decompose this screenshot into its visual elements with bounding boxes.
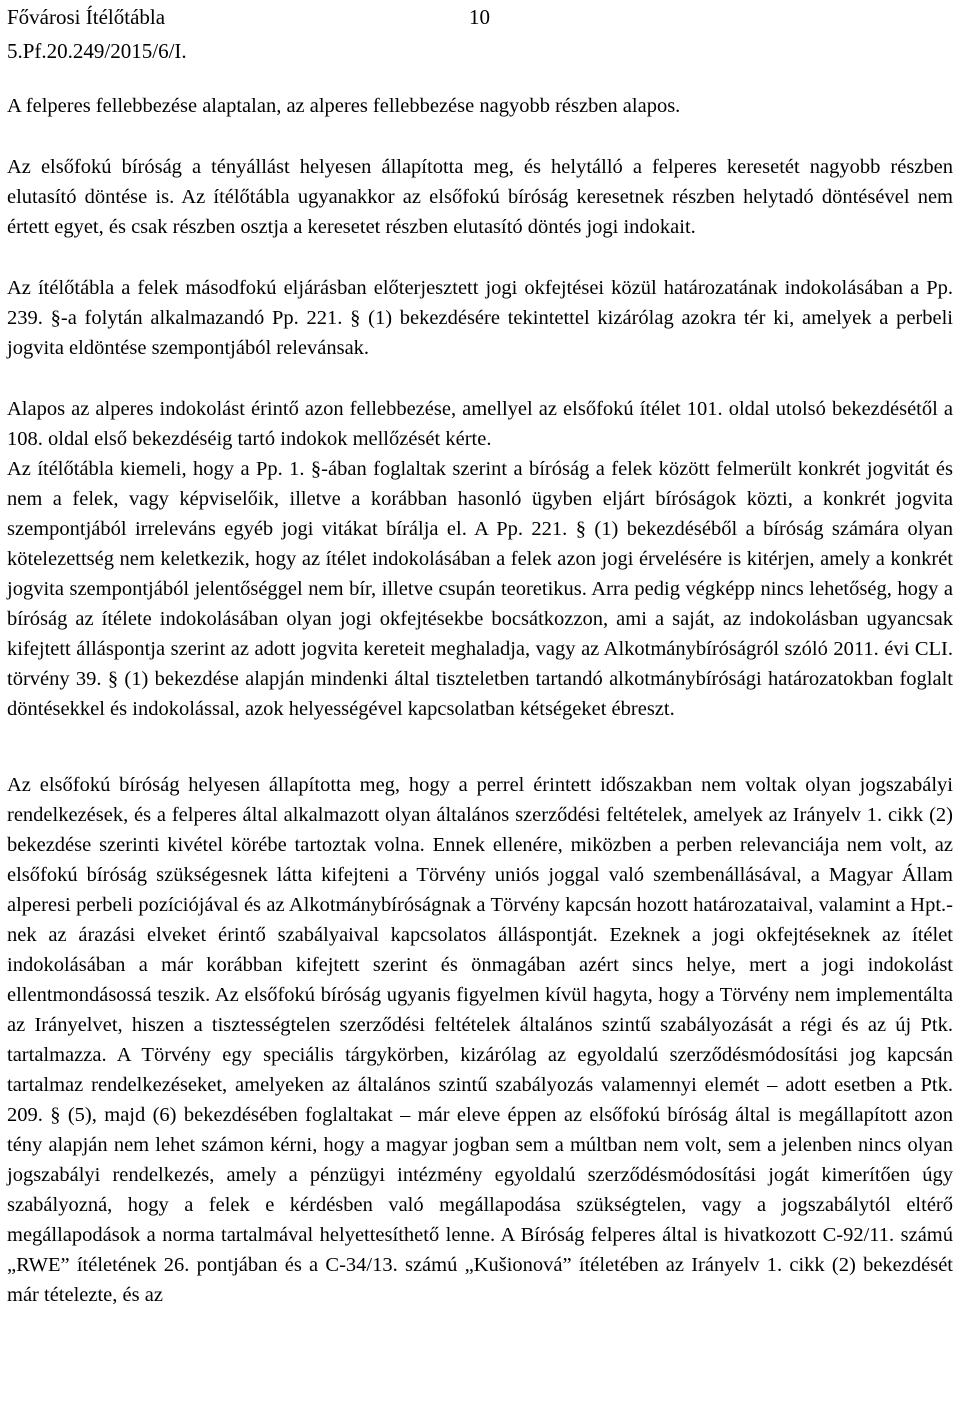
paragraph-court-emphasis: Az ítélőtábla kiemeli, hogy a Pp. 1. §-ában foglaltak szerint a bíróság a felek között felmerült konkrét jogvitát és nem a felek, vagy képviselőik, illetve a korábban hasonló ügyben eljárt bíróságok közti, a konkrét jogvita szempontjából irreleváns egyéb jogi vitákat bírálja el. A Pp. 221. § (1) bekezdéséből a bíróság számára olyan kötelezettség nem keletkezik, hogy az ítélet indokolásában a felek azon jogi érvelésére is kitérjen, amely a konkrét jogvita szempontjából jelentőséggel nem bír, illetve csupán teoretikus. Arra pedig végképp nincs lehetőség, hogy a bíróság az ítélete indokolásában olyan jogi okfejtésekbe bocsátkozzon, ami a saját, az indokolásban ugyancsak kifejtett álláspontja szerint az adott jogvita kereteit meghaladja, vagy az Alkotmánybíróságról szóló 2011. évi CLI. törvény 39. § (1) bekezdése alapján mindenki által tiszteletben tartandó alkotmánybírósági határozatokban foglalt döntésekkel és indokolással, azok helyességével kapcsolatban kétségeket ébreszt. (7, 458, 953, 720)
page-number: 10 (469, 5, 490, 29)
case-number: 5.Pf.20.249/2015/6/I. (7, 39, 187, 63)
document-header (7, 0, 187, 68)
paragraph-analysis: Az elsőfokú bíróság helyesen állapította meg, hogy a perrel érintett időszakban nem voltak olyan jogszabályi rendelkezések, és a felperes által alkalmazott olyan általános szerződési feltételek, amelyek az Irányelv 1. cikk (2) bekezdése szerinti kivétel körébe tartoztak volna. Ennek ellenére, miközben a perben relevanciája nem volt, az elsőfokú bíróság szükségesnek látta kifejteni a Törvény uniós joggal való szembenállásával, a Magyar Állam alperesi perbeli pozíciójával és az Alkotmánybíróságnak a Törvény kapcsán hozott határozataival, valamint a Hpt.-nek az árazási elveket érintő szabályaival kapcsolatos álláspontját. Ezeknek a jogi okfejtéseknek az ítélet indokolásában a már korábban kifejtett szerint és önmagában azért sincs helye, mert a jogi indokolást ellentmondásossá teszik. Az elsőfokú bíróság ugyanis figyelmen kívül hagyta, hogy a Törvény nem implementálta az Irányelvet, hiszen a tisztességtelen szerződési feltételek általános szintű szabályozását a régi és az új Ptk. tartalmazza. A Törvény egy speciális tárgykörben, kizárólag az egyoldalú szerződésmódosítási jog kapcsán tartalmaz rendelkezéseket, amelyeken az általános szintű szabályozás valamennyi elemét – adott esetben a Ptk. 209. § (5), majd (6) bekezdésében foglaltakat – már eleve éppen az elsőfokú bíróság által is megállapított azon tény alapján nem lehet számon kérni, hogy a magyar jogban sem a múltban nem volt, sem a jelenben nincs olyan jogszabályi rendelkezés, amely a pénzügyi intézmény egyoldalú szerződésmódosítási jogát kimerítően úgy szabályozná, hogy a felek e kérdésben való megállapodása szükségtelen, vagy a jogszabálytól eltérő megállapodások a norma tartalmával helyettesíthető lenne. A Bíróság felperes által is hivatkozott C-92/11. számú „RWE” ítéletének 26. pontjában és a C-34/13. számú „Kušionová” ítéletében az Irányelv 1. cikk (2) bekezdését már tételezte, és az (7, 774, 953, 1306)
paragraph-summary: A felperes fellebbezése alaptalan, az alperes fellebbezése nagyobb részben alapos. (7, 95, 681, 117)
paragraph-appeal-reasoning: Alapos az alperes indokolást érintő azon fellebbezése, amellyel az elsőfokú ítélet 101. oldal utolsó bekezdésétől a 108. oldal első bekezdéséig tartó indokok mellőzését kérte. (7, 398, 953, 450)
paragraph-first-instance-assessment: Az elsőfokú bíróság a tényállást helyesen állapította meg, és helytálló a felperes keresetét nagyobb részben elutasító döntése is. Az ítélőtábla ugyanakkor az elsőfokú bíróság keresetnek részben helytadó döntésével nem értett egyet, és csak részben osztja a keresetet részben elutasító döntés jogi indokait. (7, 156, 953, 238)
document-body (7, 91, 953, 1310)
paragraph-legal-arguments: Az ítélőtábla a felek másodfokú eljárásban előterjesztett jogi okfejtései közül határozatának indokolásában a Pp. 239. §-a folytán alkalmazandó Pp. 221. § (1) bekezdésére tekintettel kizárólag azokra tér ki, amelyek a perbeli jogvita eldöntése szempontjából relevánsak. (7, 277, 953, 359)
court-name: Fővárosi Ítélőtábla (7, 5, 166, 29)
